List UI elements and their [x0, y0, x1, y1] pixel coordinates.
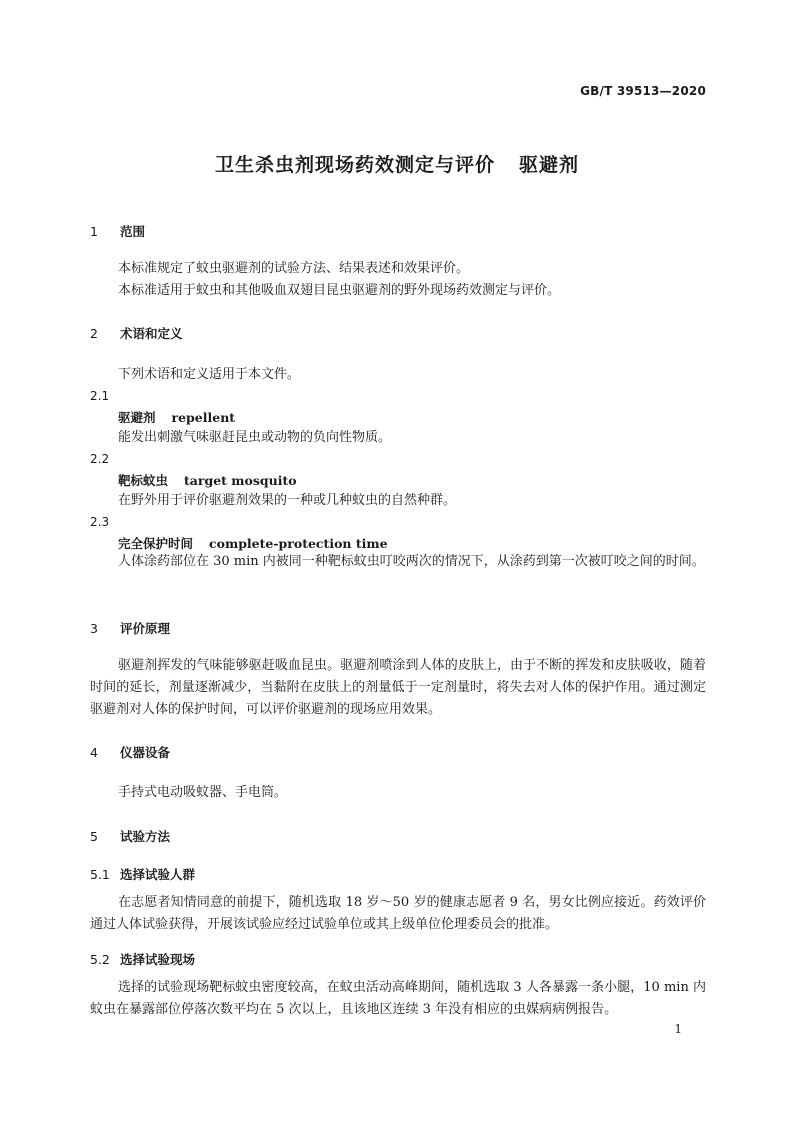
section-title: 试验方法 [120, 829, 171, 844]
section-title: 评价原理 [120, 621, 171, 636]
section-title: 范围 [120, 224, 146, 239]
section-heading-4 [90, 743, 170, 761]
document-title [0, 150, 794, 177]
section-number: 4 [90, 745, 98, 760]
page-number: 1 [674, 1022, 682, 1036]
title-main: 卫生杀虫剂现场药效测定与评价 [214, 154, 495, 176]
subsection-number: 5.1 [90, 867, 110, 882]
terms-intro: 下列术语和定义适用于本文件。 [118, 367, 301, 382]
term-number: 2.2 [90, 452, 110, 466]
scope-paragraph-2: 本标准适用于蚊虫和其他吸血双翅目昆虫驱避剂的野外现场药效测定与评价。 [118, 283, 561, 298]
term-entry [118, 534, 388, 552]
section-heading-2 [90, 324, 183, 342]
section-number: 5 [90, 829, 98, 844]
term-chinese: 完全保护时间 [118, 536, 194, 551]
term-definition: 在野外用于评价驱避剂效果的一种或几种蚊虫的自然种群。 [118, 493, 457, 508]
term-english: complete-protection time [209, 536, 388, 551]
scope-paragraph-1: 本标准规定了蚊虫驱避剂的试验方法、结果表述和效果评价。 [118, 261, 470, 276]
term-entry [118, 471, 297, 489]
term-english: repellent [171, 410, 236, 425]
term-chinese: 驱避剂 [118, 410, 156, 425]
term-chinese: 靶标蚊虫 [118, 473, 169, 488]
section-title: 仪器设备 [120, 745, 171, 760]
section-number: 3 [90, 621, 98, 636]
subjects-paragraph: 在志愿者知情同意的前提下，随机选取 18 岁～50 岁的健康志愿者 9 名，男女比例应接近。药效评价通过人体试验获得，开展该试验应经过试验单位或其上级单位伦理委员会的批准。 [90, 895, 706, 932]
term-number: 2.1 [90, 389, 110, 403]
subsection-number: 5.2 [90, 952, 110, 967]
section-heading-3 [90, 619, 170, 637]
subsection-title: 选择试验人群 [120, 867, 196, 882]
title-sub: 驱避剂 [519, 154, 580, 176]
section-heading-5 [90, 827, 170, 845]
section-number: 1 [90, 224, 98, 239]
term-english: target mosquito [184, 473, 297, 488]
term-number: 2.3 [90, 515, 110, 529]
subsection-heading-5-1 [90, 865, 195, 883]
standard-code: GB/T 39513—2020 [580, 84, 706, 98]
subsection-title: 选择试验现场 [120, 952, 196, 967]
term-definition: 能发出刺激气味驱赶昆虫或动物的负向性物质。 [118, 430, 392, 445]
term-definition: 人体涂药部位在 30 min 内被同一种靶标蚊虫叮咬两次的情况下，从涂药到第一次被叮咬之间的时间。 [118, 554, 705, 569]
site-paragraph: 选择的试验现场靶标蚊虫密度较高，在蚊虫活动高峰期间，随机选取 3 人各暴露一条小腿，10 min 内蚊虫在暴露部位停落次数平均在 5 次以上，且该地区连续 3 年没有相应的虫媒病病例报告。 [90, 980, 706, 1017]
principle-paragraph: 驱避剂挥发的气味能够驱赶吸血昆虫。驱避剂喷涂到人体的皮肤上，由于不断的挥发和皮肤吸收，随着时间的延长，剂量逐渐减少，当黏附在皮肤上的剂量低于一定剂量时，将失去对人体的保护作用。通过测定驱避剂对人体的保护时间，可以评价驱避剂的现场应用效果。 [90, 658, 706, 717]
subsection-heading-5-2 [90, 950, 195, 968]
equipment-paragraph: 手持式电动吸蚊器、手电筒。 [118, 785, 288, 800]
term-entry [118, 408, 235, 426]
section-title: 术语和定义 [120, 326, 183, 341]
section-heading-1 [90, 222, 145, 240]
section-number: 2 [90, 326, 98, 341]
